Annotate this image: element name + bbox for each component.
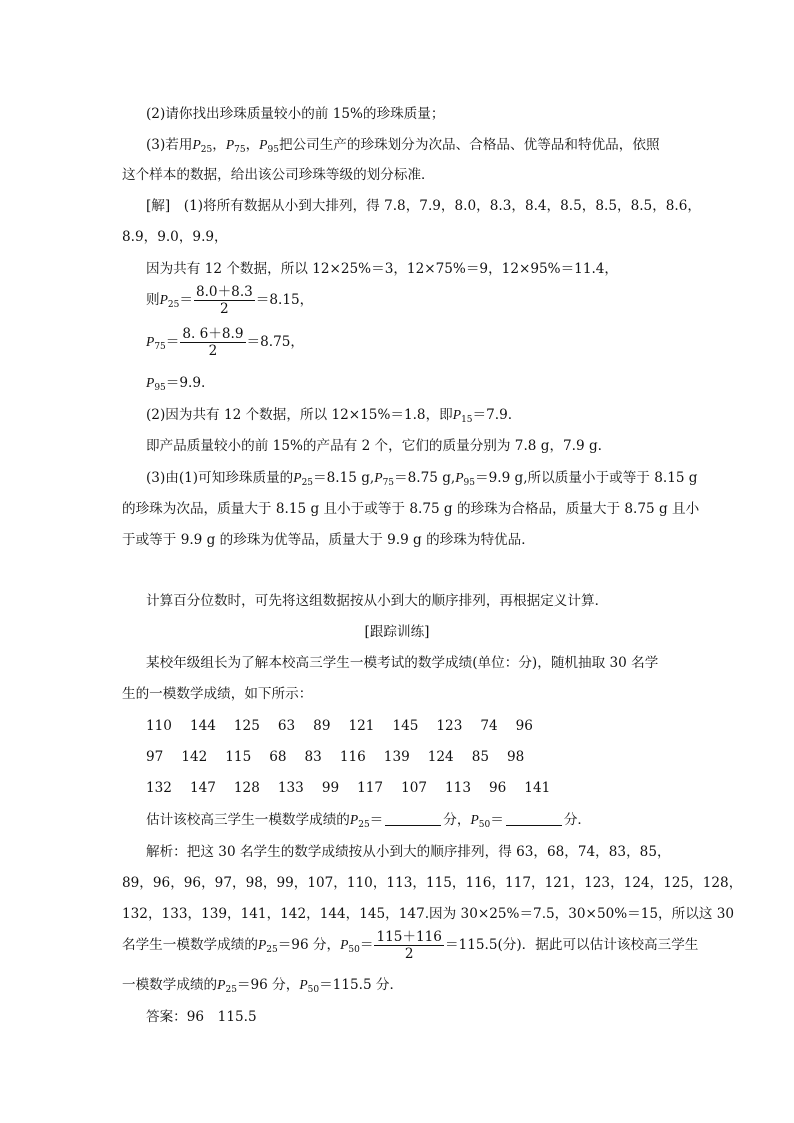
- analysis-3: 132，133，139，141，142，144，145，147.因为 30×25%＝7.5，30×50%＝15，所以这 30: [122, 906, 735, 922]
- solution-1-count: 因为共有 12 个数据，所以 12×25%＝3，12×75%＝9，12×95%＝11.4，: [146, 261, 619, 277]
- question-2: (2)请你找出珍珠质量较小的前 15%的珍珠质量；: [146, 106, 445, 122]
- analysis-4: 名学生一模数学成绩的$P_{25}=96$ 分，$P_{50}=$ $\frac{115+116}{2}$ ＝115.5(分)．据此可以估计该校高三学生: [122, 929, 699, 962]
- section-title: [跟踪训练]: [364, 624, 430, 640]
- scores-row-3: 132 147 128 133 99 117 107 113 96 141: [146, 780, 551, 796]
- exercise-text: 某校年级组长为了解本校高三学生一模考试的数学成绩(单位：分)，随机抽取 30 名学: [146, 655, 659, 671]
- answer-blank-p50[interactable]: [506, 812, 562, 826]
- answer-blank-p25[interactable]: [385, 812, 441, 826]
- solution-1: [解] (1)将所有数据从小到大排列，得 7.8，7.9，8.0，8.3，8.4，8.5，8.5，8.5，8.6，: [146, 198, 701, 214]
- question-3-cont: 这个样本的数据，给出该公司珍珠等级的划分标准．: [122, 167, 435, 183]
- p95-formula: $P_{95}=9.9$.: [146, 375, 206, 393]
- solution-3-cont1: 的珍珠为次品，质量大于 8.15 g 且小于或等于 8.75 g 的珍珠为合格品，质量大于 8.75 g 且小: [122, 501, 700, 517]
- solution-1-cont: 8.9，9.0，9.9，: [122, 229, 228, 245]
- analysis-5: 一模数学成绩的$P_{25}=96$ 分，$P_{50}=115.5$ 分．: [122, 977, 404, 995]
- scores-row-2: 97 142 115 68 83 116 139 124 85 98: [146, 749, 525, 765]
- solution-2: (2)因为共有 12 个数据，所以 12×15%＝1.8，即$P_{15}=7.9$.: [146, 407, 513, 425]
- question-3: (3)若用$P_{25}$，$P_{75}$，$P_{95}$把公司生产的珍珠划分为次品、合格品、优等品和特优品，依照: [146, 137, 660, 155]
- exercise-question: 估计该校高三学生一模数学成绩的$P_{25}=$ 分，$P_{50}=$ 分．: [146, 812, 591, 830]
- solution-3: (3)由(1)可知珍珠质量的$P_{25}=8.15$ $g,P_{75}=8.75$ $g,P_{95}=9.9$ g,所以质量小于或等于 8.15 g: [146, 470, 698, 488]
- analysis-2: 89，96，96，97，98，99，107，110，113，115，116，117，121，123，124，125，128，: [122, 875, 743, 891]
- p25-formula: 则$P_{25}=$ $\frac{8.0+8.3}{2}$ ＝8.15，: [146, 284, 314, 317]
- answer-line: 答案：96 115.5: [146, 1009, 257, 1025]
- exercise-text-cont: 生的一模数学成绩，如下所示：: [122, 686, 313, 702]
- scores-row-1: 110 144 125 63 89 121 145 123 74 96: [146, 718, 533, 734]
- p75-formula: $P_{75}=$ $\frac{8. 6+8.9}{2}$ ＝8.75，: [146, 326, 304, 359]
- solution-2-cont: 即产品质量较小的前 15%的产品有 2 个，它们的质量分别为 7.8 g，7.9 g.: [146, 438, 602, 454]
- solution-3-cont2: 于或等于 9.9 g 的珍珠为优等品，质量大于 9.9 g 的珍珠为特优品．: [122, 532, 535, 548]
- method-tip: 计算百分位数时，可先将这组数据按从小到大的顺序排列，再根据定义计算．: [146, 593, 609, 609]
- analysis-1: 解析：把这 30 名学生的数学成绩按从小到大的顺序排列，得 63，68，74，83，85，: [146, 844, 671, 860]
